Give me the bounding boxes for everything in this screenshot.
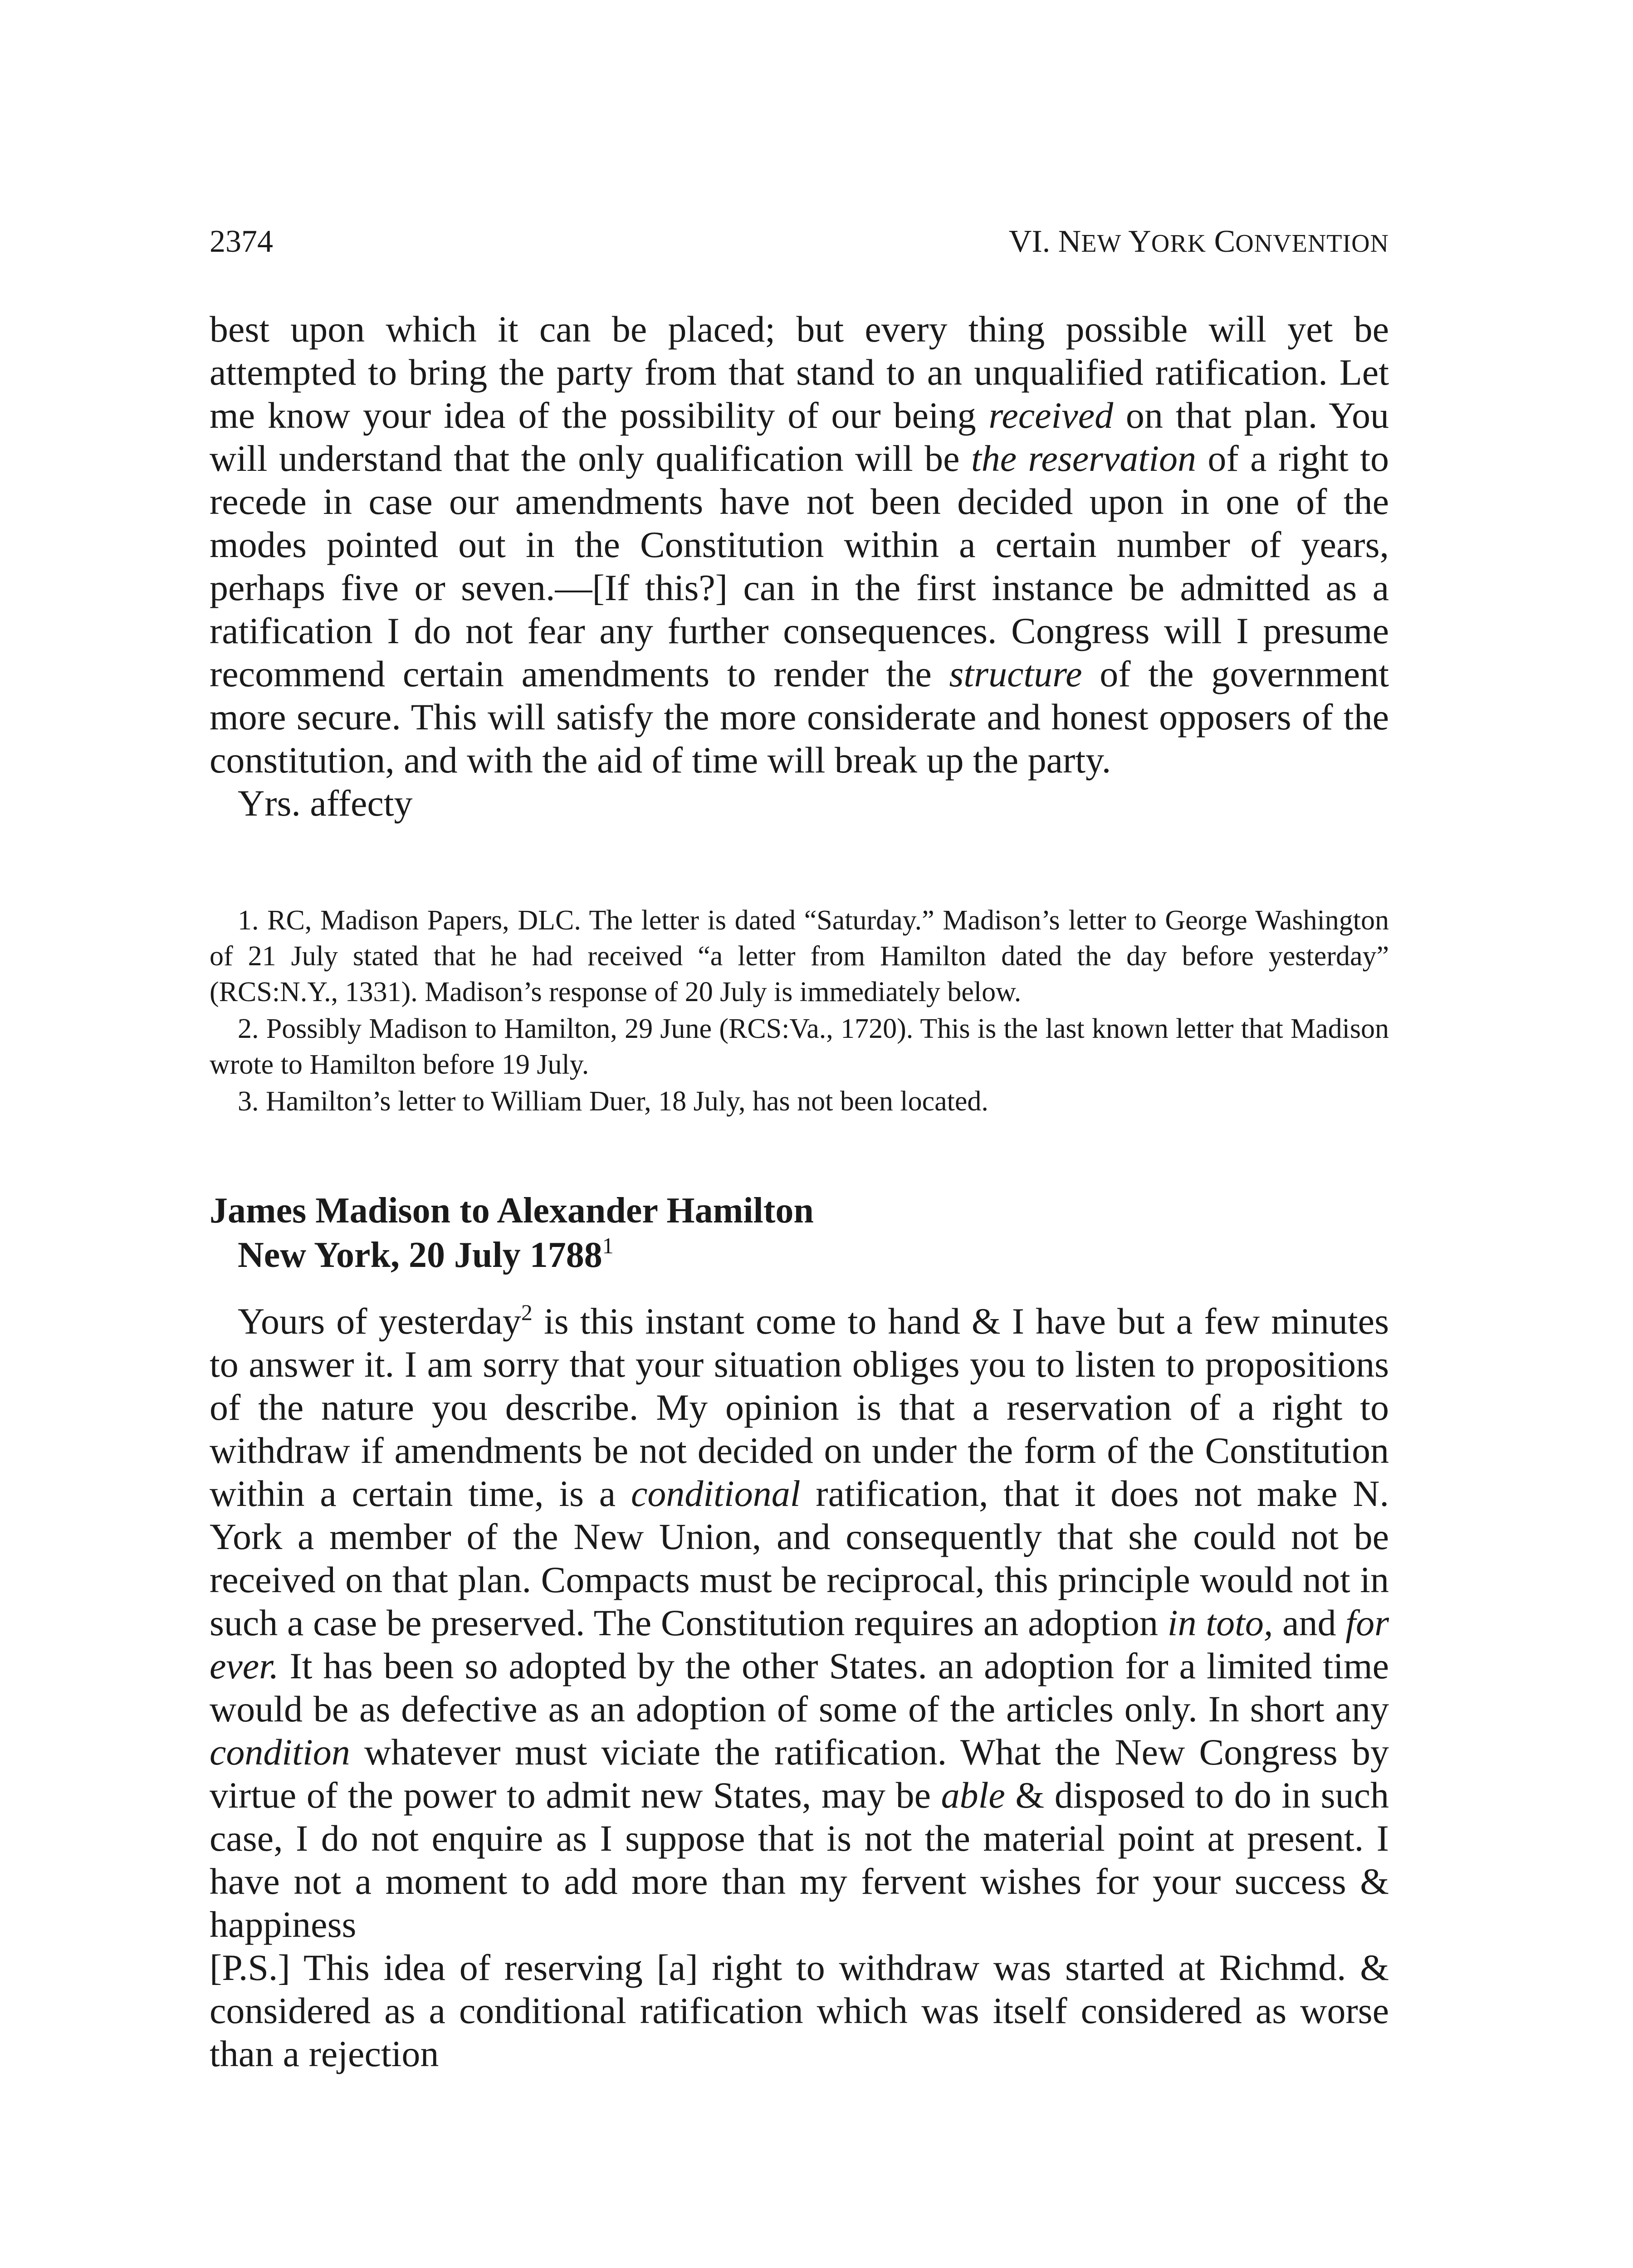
footnotes [210, 903, 1389, 1120]
letter-continuation [210, 308, 1389, 825]
letter-paragraph: Yours of yesterday$^2$ is this instant come to hand & I have but a few minutes to answer it. I am sorry that your situation obliges you to listen to propositions of the nature you describe. My opinion is that a reservation of a right to withdraw if amendments be not decided on under the form of the Constitution within a certain time, is a conditional ratification, that it does not make N. York a member of the New Union, and consequently that she could not be received on that plan. Compacts must be reciprocal, this principle would not in such a case be preserved. The Constitution requires an adoption in toto, and for ever. It has been so adopted by the other States. an adoption for a limited time would be as defective as an adoption of some of the articles only. In short any condition whatever must viciate the ratification. What the New Congress by virtue of the power to admit new States, may be able & disposed to do in such case, I do not enquire as I suppose that is not the material point at present. I have not a moment to add more than my fervent wishes for your success & happiness [210, 1300, 1389, 1945]
page-header [210, 221, 1389, 262]
document-dateline: New York, 20 July 1788$^1$ [238, 1233, 614, 1275]
document-title: James Madison to Alexander Hamilton [210, 1191, 814, 1231]
letter-closing: Yrs. affecty [238, 782, 413, 824]
running-head: VI. NEW YORK CONVENTION [1008, 224, 1389, 259]
footnote-3: 3. Hamilton’s letter to William Duer, 18 July, has not been located. [238, 1086, 988, 1117]
page-number: 2374 [210, 224, 273, 259]
footnote-ref: 2 [521, 1300, 533, 1325]
document-heading [210, 1188, 1389, 1277]
footnote-1: 1. RC, Madison Papers, DLC. The letter is dated “Saturday.” Madison’s letter to George Washington of 21 July stated that he had received “a letter from Hamilton dated the day before yesterday” (RCS:N.Y., 1331). Madison’s response of 20 July is immediately below. [210, 905, 1389, 1007]
footnote-2: 2. Possibly Madison to Hamilton, 29 June (RCS:Va., 1720). This is the last known letter that Madison wrote to Hamilton before 19 July. [210, 1013, 1389, 1080]
letter-paragraph: best upon which it can be placed; but every thing possible will yet be attempted to bring the party from that stand to an unqualified ratification. Let me know your idea of the possibility of our being received on that plan. You will understand that the only qualification will be the reservation of a right to recede in case our amendments have not been decided upon in one of the modes pointed out in the Constitution within a certain number of years, perhaps five or seven.—[If this?] can in the first instance be admitted as a ratification I do not fear any further consequences. Congress will I presume recommend certain amendments to render the structure of the government more secure. This will satisfy the more considerate and honest opposers of the constitution, and with the aid of time will break up the party. [210, 308, 1389, 781]
letter-body [210, 1300, 1389, 2075]
footnote-ref: 1 [602, 1233, 614, 1258]
postscript: [P.S.] This idea of reserving [a] right to withdraw was started at Richmd. & considered as a conditional ratification which was itself considered as worse than a rejection [210, 1947, 1389, 2074]
